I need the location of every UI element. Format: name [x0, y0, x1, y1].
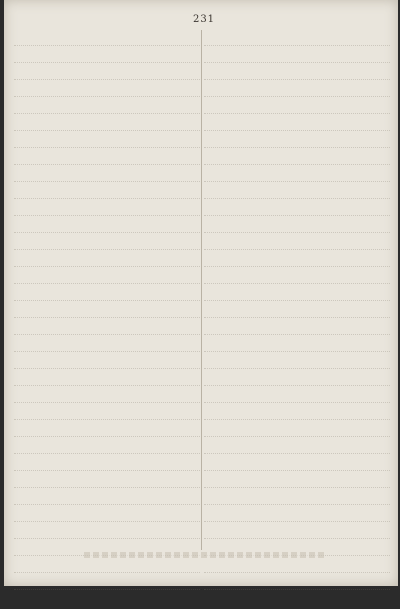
- directory-entry: [204, 47, 390, 63]
- scanned-page: [4, 0, 398, 586]
- directory-entry: [204, 353, 390, 369]
- directory-entry: [14, 489, 200, 505]
- directory-entry: [204, 149, 390, 165]
- directory-entry: [14, 115, 200, 131]
- directory-entry: [204, 268, 390, 284]
- column-divider: [201, 30, 202, 550]
- directory-entry: [14, 149, 200, 165]
- directory-entry: [204, 251, 390, 267]
- directory-entry: [14, 234, 200, 250]
- directory-entry: [204, 234, 390, 250]
- directory-entry: [204, 370, 390, 386]
- directory-entry: [204, 200, 390, 216]
- page-number: 231: [192, 14, 216, 25]
- directory-entry: [204, 64, 390, 80]
- directory-entry: [14, 98, 200, 114]
- directory-entry: [14, 217, 200, 233]
- directory-entry: [204, 438, 390, 454]
- directory-entry: [14, 183, 200, 199]
- directory-entry: [14, 353, 200, 369]
- directory-entry: [14, 132, 200, 148]
- directory-entry: [204, 455, 390, 471]
- directory-entry: [14, 370, 200, 386]
- directory-entry: [14, 268, 200, 284]
- directory-entry: [204, 523, 390, 539]
- directory-entry: [14, 64, 200, 80]
- directory-entry: [204, 472, 390, 488]
- directory-entry: [204, 302, 390, 318]
- faded-footer-text: [84, 552, 324, 558]
- right-column: [204, 30, 390, 591]
- directory-entry: [204, 489, 390, 505]
- directory-entry: [204, 404, 390, 420]
- left-column: [14, 30, 200, 591]
- directory-entry: [204, 81, 390, 97]
- directory-entry: [204, 574, 390, 590]
- directory-entry: [14, 302, 200, 318]
- directory-entry: [14, 557, 200, 573]
- directory-entry: [204, 98, 390, 114]
- directory-entry: [14, 438, 200, 454]
- directory-entry: [204, 166, 390, 182]
- directory-entry: [204, 557, 390, 573]
- directory-entry: [204, 421, 390, 437]
- directory-entry: [14, 81, 200, 97]
- directory-entry: [14, 387, 200, 403]
- directory-entry: [14, 336, 200, 352]
- directory-entry: [204, 217, 390, 233]
- directory-entry: [14, 421, 200, 437]
- directory-entry: [204, 506, 390, 522]
- directory-entry: [204, 285, 390, 301]
- directory-entry: [204, 30, 390, 46]
- directory-entry: [14, 30, 200, 46]
- directory-entry: [14, 455, 200, 471]
- directory-entry: [14, 251, 200, 267]
- directory-entry: [14, 574, 200, 590]
- directory-entry: [204, 183, 390, 199]
- directory-entry: [14, 319, 200, 335]
- directory-entry: [14, 404, 200, 420]
- directory-entry: [14, 200, 200, 216]
- directory-entry: [14, 47, 200, 63]
- directory-entry: [204, 319, 390, 335]
- directory-entry: [14, 166, 200, 182]
- directory-entry: [14, 285, 200, 301]
- directory-entry: [204, 336, 390, 352]
- directory-entry: [14, 472, 200, 488]
- directory-entry: [14, 506, 200, 522]
- directory-entry: [204, 115, 390, 131]
- directory-entry: [14, 523, 200, 539]
- directory-entry: [204, 387, 390, 403]
- directory-entry: [204, 132, 390, 148]
